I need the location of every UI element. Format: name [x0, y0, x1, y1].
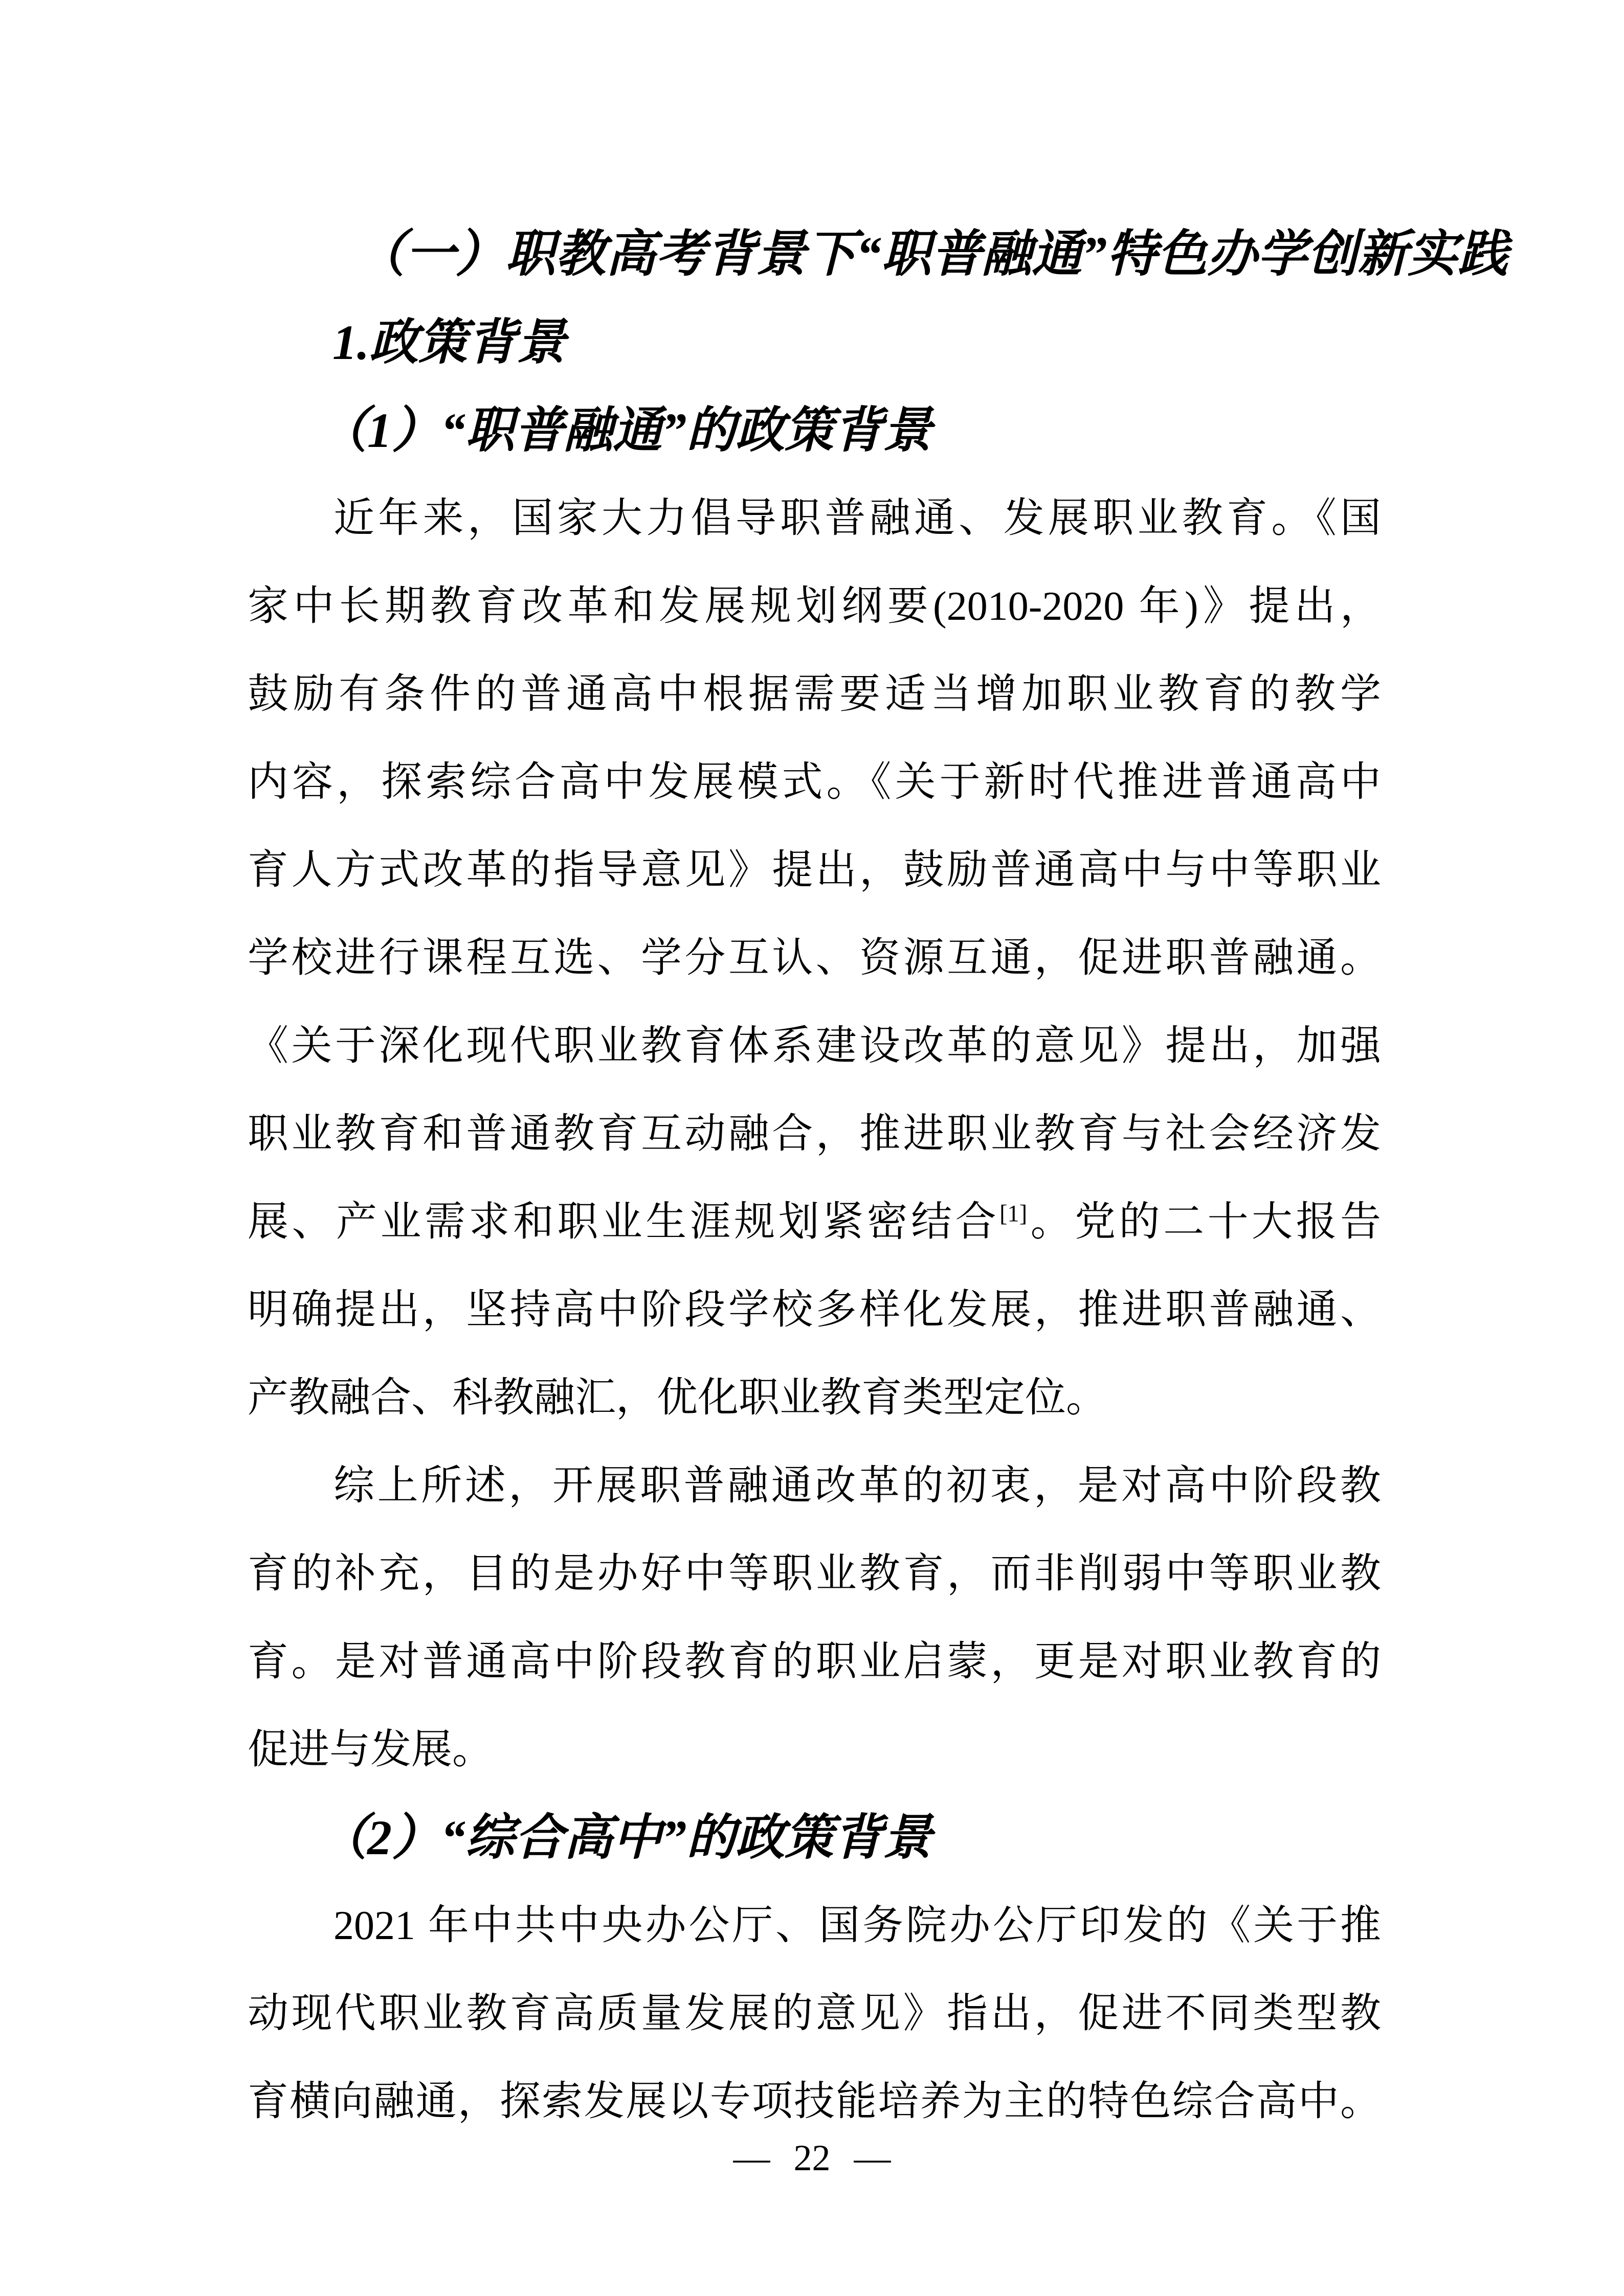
page-footer [0, 2122, 1624, 2194]
body-text-line: 《关于深化现代职业教育体系建设改革的意见》提出，加强 [248, 1024, 1381, 1069]
body-text-line: 内容，探索综合高中发展模式。《关于新时代推进普通高中 [248, 760, 1381, 805]
heading-line: 1.政策背景 [332, 315, 566, 370]
body-text-line: 促进与发展。 [248, 1727, 493, 1772]
document-body [248, 211, 1508, 2146]
heading-line: （2）“综合高中”的政策背景 [318, 1810, 932, 1865]
body-text-line: 2021 年中共中央办公厅、国务院办公厅印发的《关于推 [333, 1903, 1381, 1948]
heading-line: （1）“职普融通”的政策背景 [318, 403, 932, 458]
body-text-line: 动现代职业教育高质量发展的意见》指出，促进不同类型教 [248, 1991, 1381, 2036]
heading-line: （一）职教高考背景下“职普融通”特色办学创新实践 [355, 227, 1508, 282]
text-segment: 。党的二十大报告 [1027, 1200, 1381, 1245]
body-text-line: 家中长期教育改革和发展规划纲要(2010-2020 年)》提出， [248, 584, 1381, 629]
body-text-line: 明确提出，坚持高中阶段学校多样化发展，推进职普融通、 [248, 1288, 1381, 1333]
body-text-line: 鼓励有条件的普通高中根据需要适当增加职业教育的教学 [248, 672, 1381, 717]
body-text-line: 产教融合、科教融汇，优化职业教育类型定位。 [248, 1376, 1107, 1421]
body-text-line: 近年来，国家大力倡导职普融通、发展职业教育。《国 [333, 496, 1381, 541]
body-text-line: 综上所述，开展职普融通改革的初衷，是对高中阶段教 [333, 1464, 1381, 1509]
footnote-reference: [1] [999, 1201, 1028, 1227]
body-text-line [248, 1178, 1381, 1266]
text-segment: 展、产业需求和职业生涯规划紧密结合 [248, 1200, 1000, 1245]
body-text-line: 育横向融通，探索发展以专项技能培养为主的特色综合高中。 [248, 2079, 1381, 2124]
body-text-line: 职业教育和普通教育互动融合，推进职业教育与社会经济发 [248, 1112, 1381, 1157]
body-text-line: 育的补充，目的是办好中等职业教育，而非削弱中等职业教 [248, 1551, 1381, 1596]
body-text-line: 育。是对普通高中阶段教育的职业启蒙，更是对职业教育的 [248, 1639, 1381, 1684]
body-text-line: 学校进行课程互选、学分互认、资源互通，促进职普融通。 [248, 936, 1381, 981]
body-text-line: 育人方式改革的指导意见》提出，鼓励普通高中与中等职业 [248, 848, 1381, 893]
page-number: — 22 — [733, 2137, 891, 2178]
